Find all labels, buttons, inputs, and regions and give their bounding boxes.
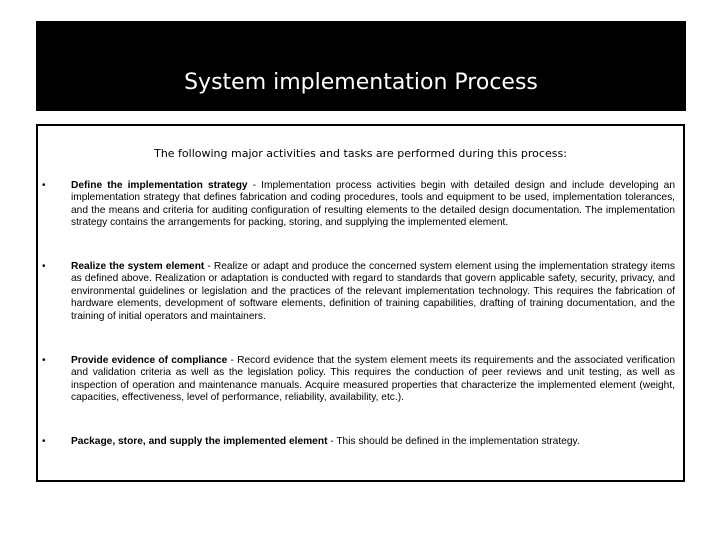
content-box bbox=[36, 124, 685, 482]
list-item-body: - This should be defined in the implementation strategy. bbox=[327, 436, 580, 447]
list-item-text bbox=[71, 180, 675, 230]
bullet-icon: • bbox=[42, 180, 46, 191]
title-underline bbox=[36, 105, 184, 106]
list-item-title: Provide evidence of compliance bbox=[71, 355, 228, 366]
list-item-body: - Record evidence that the system element meets its requirements and the associated verification and validation criteria as well as the legislation policy. This requires the conduction of peer reviews and unit testing, as well as inspection of operation and maintenance manuals. Acquire measured properties that characterize the implemented element (weight, capacities, effectiveness, level of performance, reliability, availability, etc.). bbox=[71, 355, 675, 404]
bullet-icon: • bbox=[42, 355, 46, 366]
slide-title: System implementation Process bbox=[184, 70, 538, 95]
title-bar bbox=[36, 21, 686, 111]
list-item-title: Realize the system element bbox=[71, 261, 205, 272]
bullet-icon: • bbox=[42, 436, 46, 447]
list-item-body: - Implementation process activities begin with detailed design and include developing an implementation strategy that defines fabrication and coding procedures, tools and equipment to be used, implementation tolerances, and the means and criteria for auditing configuration of resulting elements to the detailed design documentation. The implementation strategy contains the arrangements for packing, storing, and supplying the implemented element. bbox=[71, 180, 676, 229]
bullet-icon: • bbox=[42, 261, 46, 272]
list-item-text bbox=[71, 436, 675, 448]
list-item-title: Define the implementation strategy bbox=[71, 180, 248, 191]
list-item-title: Package, store, and supply the implemented element bbox=[71, 436, 328, 447]
list-item-text bbox=[71, 355, 675, 405]
list-item-text bbox=[71, 261, 675, 323]
list-item-body: - Realize or adapt and produce the concerned system element using the implementation strategy items as defined above. Realization or adaptation is conducted with regard to standards that govern applicable safety, security, privacy, and environmental guidelines or legislation and the practices of the relevant implementation technology. This requires the fabrication of hardware elements, development of software elements, definition of training capabilities, drafting of training documentation, and the training of initial operators and maintainers. bbox=[71, 261, 675, 322]
intro-text: The following major activities and tasks are performed during this process: bbox=[154, 147, 567, 160]
